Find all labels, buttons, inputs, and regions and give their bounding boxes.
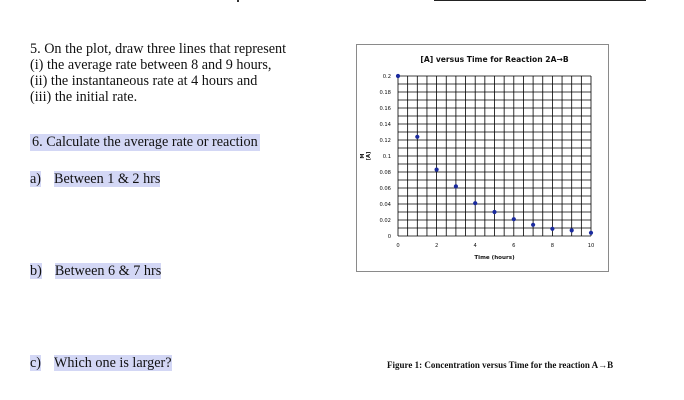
x-tick-label: 2 — [434, 243, 439, 249]
chart-title: [A] versus Time for Reaction 2A→B — [420, 55, 569, 64]
data-point — [512, 217, 516, 221]
part-text: Between 1 & 2 hrs — [54, 171, 161, 187]
y-tick-label: 0.2 — [382, 74, 391, 80]
part-label: c) — [30, 355, 42, 371]
y-tick-label: 0.06 — [379, 186, 391, 192]
y-tick-label: 0 — [387, 234, 391, 240]
question-6-part-a — [30, 171, 160, 188]
data-point — [531, 223, 535, 227]
part-text: Between 6 & 7 hrs — [54, 263, 162, 279]
question-6-title: 6. Calculate the average rate or reaction — [32, 134, 258, 150]
data-point — [454, 184, 458, 188]
name-underline — [434, 0, 646, 1]
x-tick-label: 4 — [473, 243, 477, 249]
figure-caption: Figure 1: Concentration versus Time for the reaction A→B — [387, 360, 614, 370]
data-point — [396, 74, 400, 78]
data-point — [473, 201, 477, 205]
question-5-line: (i) the average rate between 8 and 9 hours, — [30, 57, 272, 73]
question-6-part-b — [30, 263, 161, 280]
y-axis-label-line: [A] — [366, 151, 372, 161]
part-label: a) — [30, 171, 42, 187]
data-point — [415, 135, 419, 139]
y-tick-label: 0.04 — [379, 202, 391, 208]
part-label: b) — [30, 263, 42, 279]
chart-frame — [356, 44, 609, 272]
question-5-line: 5. On the plot, draw three lines that represent — [30, 41, 287, 57]
x-tick-label: 8 — [550, 243, 555, 249]
question-5-line: (ii) the instantaneous rate at 4 hours and — [30, 73, 258, 89]
y-tick-label: 0.1 — [382, 154, 391, 160]
question-5-line: (iii) the initial rate. — [30, 89, 138, 105]
data-point — [492, 210, 496, 214]
part-text: Which one is larger? — [54, 355, 172, 371]
data-point — [435, 168, 439, 172]
y-tick-label: 0.12 — [379, 138, 391, 144]
data-point — [550, 227, 554, 231]
x-tick-label: 6 — [512, 243, 516, 249]
y-tick-label: 0.18 — [379, 90, 391, 96]
y-tick-label: 0.16 — [379, 106, 391, 112]
x-axis-label: Time (hours) — [474, 255, 515, 261]
question-5 — [30, 41, 350, 105]
header-mark — [237, 0, 239, 2]
y-axis-label — [360, 152, 372, 161]
question-6-part-c — [30, 355, 172, 372]
x-tick-label: 10 — [587, 243, 595, 249]
y-tick-label: 0.14 — [379, 122, 391, 128]
y-axis-label-line: M — [360, 153, 366, 159]
data-point — [570, 228, 574, 232]
data-point — [589, 231, 593, 235]
concentration-time-chart — [357, 45, 608, 271]
y-tick-label: 0.02 — [379, 218, 391, 224]
y-tick-label: 0.08 — [379, 170, 391, 176]
x-tick-label: 0 — [396, 243, 400, 249]
